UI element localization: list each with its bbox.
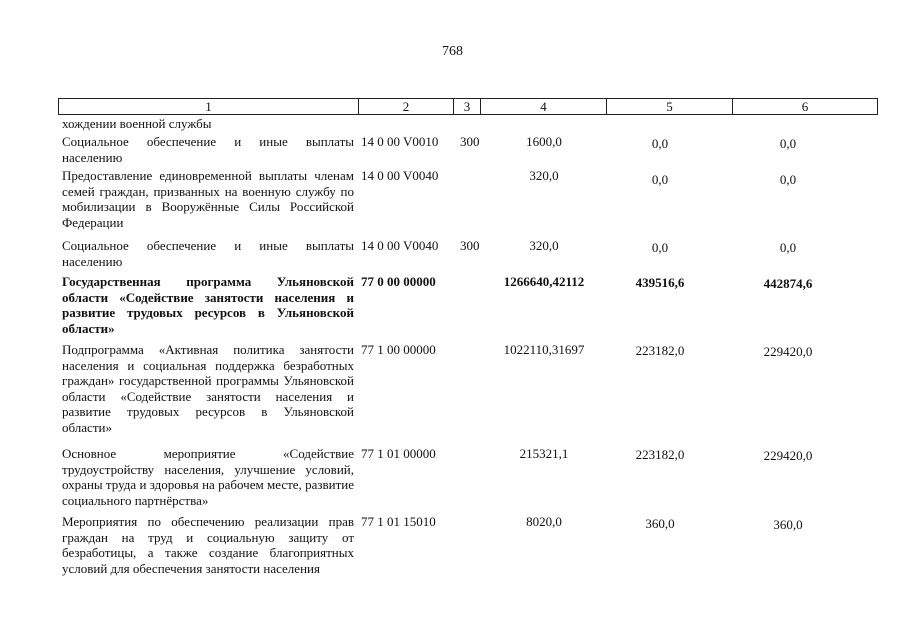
row-3-text: Социальное обеспечение и иные выплаты населению xyxy=(62,238,354,269)
row-1-code: 14 0 00 V0010 xyxy=(361,134,439,149)
table-header xyxy=(58,98,878,115)
row-7-col4: 8020,0 xyxy=(526,514,562,529)
row-1-col6: 0,0 xyxy=(779,136,797,151)
header-col-6: 6 xyxy=(732,99,877,114)
row-6-col4: 215321,1 xyxy=(519,446,569,461)
header-col-4: 4 xyxy=(480,99,606,114)
row-6-code: 77 1 01 00000 xyxy=(361,446,436,461)
header-col-5: 5 xyxy=(606,99,732,114)
row-2-col6: 0,0 xyxy=(779,172,797,187)
header-col-2: 2 xyxy=(358,99,453,114)
row-1-kvr: 300 xyxy=(460,134,480,149)
row-6-col6: 229420,0 xyxy=(763,448,813,463)
header-col-3: 3 xyxy=(453,99,480,114)
row-4-col6: 442874,6 xyxy=(763,276,813,291)
row-3-col4: 320,0 xyxy=(529,238,559,253)
row-1-col4: 1600,0 xyxy=(526,134,562,149)
row-7-code: 77 1 01 15010 xyxy=(361,514,436,529)
row-3-col6: 0,0 xyxy=(779,240,797,255)
row-5-col6: 229420,0 xyxy=(763,344,813,359)
page-number: 768 xyxy=(442,44,463,59)
row-5-col4: 1022110,31697 xyxy=(503,342,585,357)
row-2-text: Предоставление единовременной выплаты членам семей граждан, призванных на военную службу по мобилизации в Вооружённые Силы Российской Федерации xyxy=(62,168,354,230)
row-5-col5: 223182,0 xyxy=(635,343,685,358)
row-4-code: 77 0 00 00000 xyxy=(361,274,436,289)
row-7-text: Мероприятия по обеспечению реализации прав граждан на труд и социальную защиту от безработицы, а также создание благоприятных условий для обеспечения занятости населения xyxy=(62,514,354,576)
row-3-code: 14 0 00 V0040 xyxy=(361,238,439,253)
row-2-col5: 0,0 xyxy=(651,172,669,187)
row-7-col6: 360,0 xyxy=(773,517,803,532)
row-5-code: 77 1 00 00000 xyxy=(361,342,436,357)
row-1-text: Социальное обеспечение и иные выплаты населению xyxy=(62,134,354,165)
row-3-kvr: 300 xyxy=(460,238,480,253)
header-col-1: 1 xyxy=(205,99,212,114)
row-2-code: 14 0 00 V0040 xyxy=(361,168,439,183)
row-2-col4: 320,0 xyxy=(529,168,559,183)
row-4-col4: 1266640,42112 xyxy=(503,274,585,289)
row-6-text: Основное мероприятие «Содействие трудоустройству населения, улучшение условий, охраны труда и здоровья на рабочем месте, развитие социального партнёрства» xyxy=(62,446,354,508)
row-0-text: хождении военной службы xyxy=(62,116,212,131)
row-7-col5: 360,0 xyxy=(645,516,675,531)
row-4-col5: 439516,6 xyxy=(635,275,685,290)
row-6-col5: 223182,0 xyxy=(635,447,685,462)
row-1-col5: 0,0 xyxy=(651,136,669,151)
row-4-text: Государственная программа Ульяновской области «Содействие занятости населения и развитие трудовых ресурсов в Ульяновской области» xyxy=(62,274,354,336)
row-3-col5: 0,0 xyxy=(651,240,669,255)
row-5-text: Подпрограмма «Активная политика занятости населения и социальная поддержка безработных граждан» государственной программы Ульяновской области «Содействие занятости населения и развитие трудовых ресурсов в Ульяновской области» xyxy=(62,342,354,435)
